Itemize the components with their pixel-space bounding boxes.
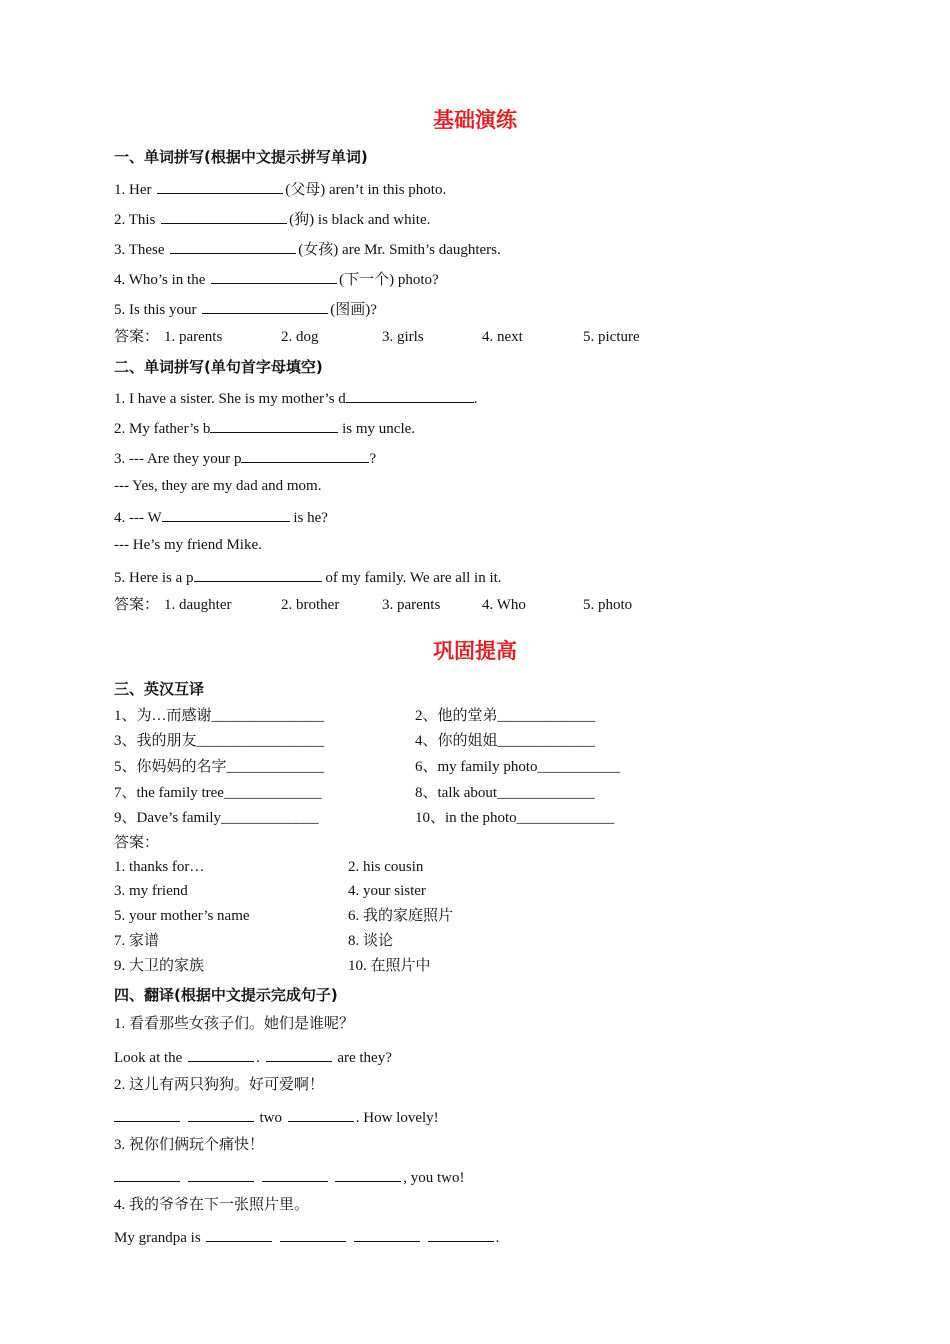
sec3-right-4: 8、talk about_____________	[415, 785, 595, 801]
sec3-answer: 6. 我的家庭照片	[348, 908, 454, 924]
sec2-item-3-reply: --- Yes, they are my dad and mom.	[114, 478, 322, 494]
answer-blank[interactable]	[210, 416, 338, 433]
sec3-right-2: 4、你的姐姐_____________	[415, 733, 596, 749]
sec3-answer: 5. your mother’s name	[114, 908, 250, 924]
sec3-answer: 3. my friend	[114, 883, 188, 899]
sec3-right-3: 6、my family photo___________	[415, 759, 620, 775]
sec3-left-4: 7、the family tree_____________	[114, 785, 322, 801]
answer: 2. brother	[281, 597, 340, 613]
sec2-heading: 二、单词拼写(单句首字母填空)	[114, 358, 323, 376]
answer-blank[interactable]	[188, 1165, 254, 1182]
sec1-answers: 答案：	[114, 329, 160, 345]
sec4-q2-sentence: two . How lovely!	[114, 1105, 439, 1128]
answer-blank[interactable]	[428, 1225, 494, 1242]
answer-blank[interactable]	[162, 505, 290, 522]
answer-blank[interactable]	[161, 207, 287, 224]
sec3-answer: 8. 谈论	[348, 933, 394, 949]
sec2-item-3: 3. --- Are they your p ?	[114, 446, 376, 469]
answer-blank[interactable]	[288, 1105, 354, 1122]
answer-blank[interactable]	[114, 1165, 180, 1182]
sec3-left-2: 3、我的朋友_________________	[114, 733, 325, 749]
sec3-right-1: 2、他的堂弟_____________	[415, 708, 596, 724]
answer-blank[interactable]	[241, 446, 369, 463]
answer-blank[interactable]	[170, 237, 296, 254]
section-title-advanced: 巩固提高	[433, 639, 517, 663]
answer-blank[interactable]	[188, 1105, 254, 1122]
sec3-left-1: 1、为…而感谢_______________	[114, 708, 325, 724]
answer-blank[interactable]	[354, 1225, 420, 1242]
answer: 3. girls	[382, 329, 424, 345]
sec2-item-5: 5. Here is a p of my family. We are all in it.	[114, 565, 502, 588]
answer-blank[interactable]	[194, 565, 322, 582]
sec1-item-1: 1. Her (父母) aren’t in this photo.	[114, 177, 446, 200]
sec4-q2-chinese: 2. 这儿有两只狗狗。好可爱啊！	[114, 1077, 325, 1093]
sec3-answer: 2. his cousin	[348, 859, 424, 875]
answer-blank[interactable]	[114, 1105, 180, 1122]
sec4-q3-chinese: 3. 祝你们俩玩个痛快！	[114, 1137, 265, 1153]
sec3-heading: 三、英汉互译	[114, 680, 205, 698]
answer-blank[interactable]	[157, 177, 283, 194]
sec1-item-2: 2. This (狗) is black and white.	[114, 207, 430, 230]
sec3-answer: 10. 在照片中	[348, 958, 431, 974]
sec3-left-5: 9、Dave’s family_____________	[114, 810, 319, 826]
sec3-answer: 1. thanks for…	[114, 859, 205, 875]
answer: 3. parents	[382, 597, 441, 613]
answer: 1. parents	[164, 329, 223, 345]
sec4-q3-sentence: , you two!	[114, 1165, 465, 1188]
sec3-answer: 7. 家谱	[114, 933, 160, 949]
sec3-answer: 9. 大卫的家族	[114, 958, 205, 974]
answer-blank[interactable]	[346, 386, 474, 403]
sec4-q4-chinese: 4. 我的爷爷在下一张照片里。	[114, 1197, 310, 1213]
sec1-item-3: 3. These (女孩) are Mr. Smith’s daughters.	[114, 237, 501, 260]
sec4-q1-sentence: Look at the . are they?	[114, 1045, 392, 1068]
sec2-item-4: 4. --- W is he?	[114, 505, 328, 528]
sec4-q1-chinese: 1. 看看那些女孩子们。她们是谁呢？	[114, 1016, 355, 1032]
sec1-item-5: 5. Is this your (图画)?	[114, 297, 377, 320]
sec1-item-4: 4. Who’s in the (下一个) photo?	[114, 267, 439, 290]
answer-blank[interactable]	[206, 1225, 272, 1242]
answer-blank[interactable]	[211, 267, 337, 284]
sec4-heading: 四、翻译(根据中文提示完成句子)	[114, 986, 338, 1004]
sec2-item-4-reply: --- He’s my friend Mike.	[114, 537, 262, 553]
sec3-answer: 4. your sister	[348, 883, 426, 899]
sec3-answer-label: 答案：	[114, 835, 160, 851]
sec3-right-5: 10、in the photo_____________	[415, 810, 615, 826]
section-title-basic: 基础演练	[433, 108, 517, 132]
sec2-item-2: 2. My father’s b is my uncle.	[114, 416, 415, 439]
answer-blank[interactable]	[188, 1045, 254, 1062]
answer-blank[interactable]	[280, 1225, 346, 1242]
answer: 5. picture	[583, 329, 640, 345]
answer-blank[interactable]	[335, 1165, 401, 1182]
answer: 4. Who	[482, 597, 526, 613]
answer: 4. next	[482, 329, 523, 345]
answer: 2. dog	[281, 329, 319, 345]
sec1-heading: 一、单词拼写(根据中文提示拼写单词)	[114, 148, 368, 166]
sec3-left-3: 5、你妈妈的名字_____________	[114, 759, 325, 775]
sec2-item-1: 1. I have a sister. She is my mother’s d .	[114, 386, 478, 409]
answer: 5. photo	[583, 597, 633, 613]
answer-blank[interactable]	[202, 297, 328, 314]
sec4-q4-sentence: My grandpa is .	[114, 1225, 499, 1248]
answer-blank[interactable]	[262, 1165, 328, 1182]
sec2-answers: 答案：	[114, 597, 160, 613]
answer-blank[interactable]	[266, 1045, 332, 1062]
answer: 1. daughter	[164, 597, 232, 613]
